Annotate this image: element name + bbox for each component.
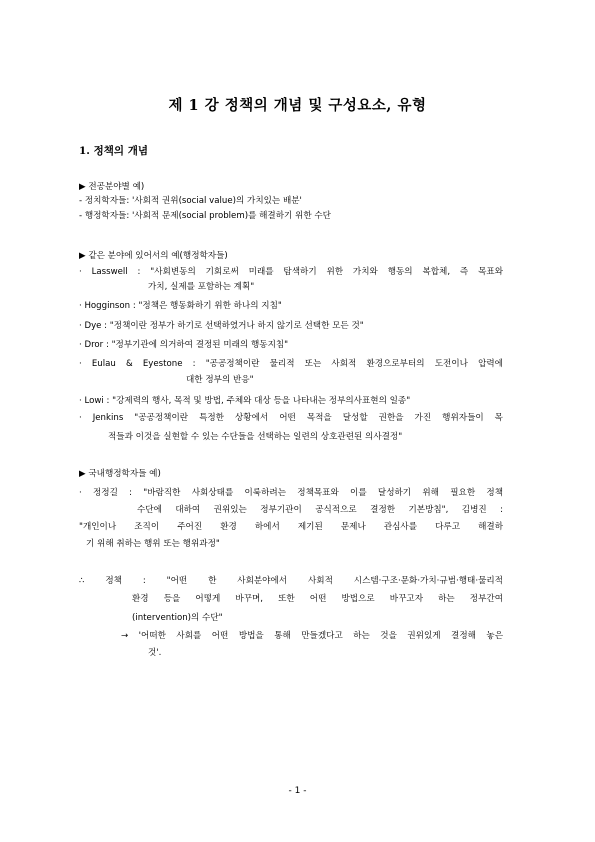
group-heading-domestic: ▶ 국내행정학자들 예): [79, 469, 161, 479]
conclusion-line-5: 것'.: [148, 648, 162, 658]
text-line-lasswell: · Lasswell : "사회변동의 기회로써 미래를 탐색하기 위한 가치와 행동의 복합체, 즉 목표와: [79, 267, 503, 277]
group-heading-field: ▶ 전공분야별 예): [79, 182, 145, 192]
text-line-korea-1: · 정정길 : "바람직한 사회상태를 이룩하려는 정책목표와 이를 달성하기 위해 필요한 정책: [79, 488, 503, 498]
section-heading: 1. 정책의 개념: [79, 145, 148, 157]
group-heading-same-field: ▶ 같은 분야에 있어서의 예(행정학자들): [79, 251, 228, 261]
text-line-lowi: · Lowi : "강제력의 행사, 목적 및 방법, 주체와 대상 등을 나타내는 정부의사표현의 일종": [79, 396, 411, 406]
conclusion-line-2: 환경 등을 어떻게 바꾸며, 또한 어떤 방법으로 바꾸고자 하는 정부간여: [132, 594, 503, 604]
text-line-lasswell-cont: 가치, 실제를 포함하는 계획": [148, 282, 255, 292]
text-line-eulau: · Eulau & Eyestone : "공공정책이란 물리적 또는 사회적 환경으로부터의 도전이나 압력에: [79, 359, 503, 369]
text-line-korea-3: "개인이나 조직이 주어진 환경 하에서 제기된 문제나 관심사를 다루고 해결하: [79, 522, 503, 532]
text-line-hogginson: · Hogginson : "정책은 행동화하기 위한 하나의 지침": [79, 301, 282, 311]
page-title: 제 1 강 정책의 개념 및 구성요소, 유형: [168, 97, 427, 114]
text-line-korea-4: 기 위해 취하는 행위 또는 행위과정": [86, 539, 220, 549]
page-number: - 1 -: [288, 786, 307, 796]
text-line-eulau-cont: 대한 정부의 반응": [186, 375, 254, 385]
text-line-jenkins-cont: 적들과 이것을 실현할 수 있는 수단들을 선택하는 일련의 상호관련된 의사결정": [108, 432, 403, 442]
text-line-korea-2: 수단에 대하여 권위있는 정부기관이 공식적으로 결정한 기본방침", 김병진 :: [137, 505, 503, 515]
text-line-dror: · Dror : "정부기관에 의거하여 결정된 미래의 행동지침": [79, 340, 289, 350]
conclusion-line-1: ∴ 정책 : "어떤 한 사회분야에서 사회적 시스템·구조·문화·가치·규범·행태·물리적: [79, 576, 503, 586]
text-line-dye: · Dye : "정책이란 정부가 하기로 선택하였거나 하지 않기로 선택한 모든 것": [79, 321, 364, 331]
text-line-administrative: - 행정학자들: '사회적 문제(social problem)를 해결하기 위한 수단: [79, 211, 331, 221]
conclusion-line-4: → '어떠한 사회를 어떤 방법을 통해 만들겠다고 하는 것을 권위있게 결정해 놓은: [121, 631, 503, 641]
text-line-political: - 정치학자들: '사회적 권위(social value)의 가치있는 배분': [79, 196, 302, 206]
text-line-jenkins: · Jenkins "공공정책이란 특정한 상황에서 어떤 목적을 달성할 권한을 가진 행위자들이 목: [79, 413, 503, 423]
conclusion-line-3: (intervention)의 수단": [132, 613, 223, 623]
